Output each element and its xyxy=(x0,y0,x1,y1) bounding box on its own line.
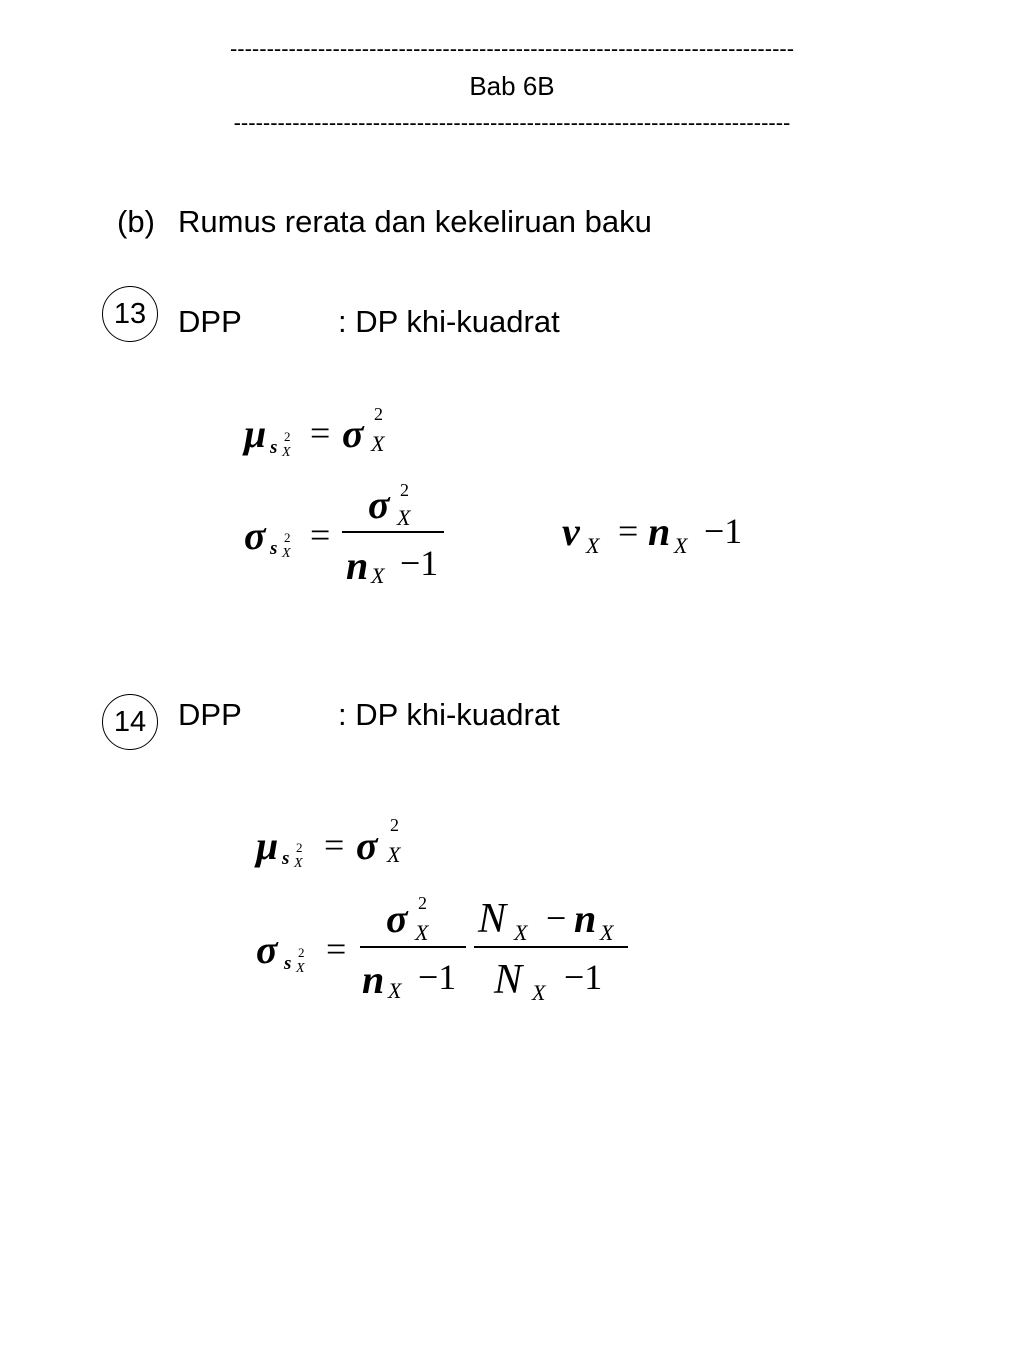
n-symbol: n xyxy=(574,896,597,941)
sub-sup-2: 2 xyxy=(296,840,303,855)
sigma-symbol: σ xyxy=(342,411,364,456)
section-title: Rumus rerata dan kekeliruan baku xyxy=(178,204,652,239)
subscript-x: X xyxy=(415,920,429,945)
subscript-x: X xyxy=(387,842,401,867)
minus-one: −1 xyxy=(704,511,743,551)
subscript-x: X xyxy=(388,978,402,1003)
sub-sup-2: 2 xyxy=(298,945,305,960)
subscript-x: X xyxy=(371,431,385,456)
sub-sub-x: X xyxy=(294,856,303,871)
sigma-symbol: σ xyxy=(356,823,378,868)
fraction-bar xyxy=(474,946,628,948)
subscript-x: X xyxy=(397,505,411,530)
sigma-symbol: σ xyxy=(386,896,408,941)
n-symbol: n xyxy=(362,957,385,1002)
section-marker: (b) xyxy=(117,204,155,239)
sub-sub-x: X xyxy=(282,546,291,561)
subscript-x: X xyxy=(600,920,614,945)
item-number-badge xyxy=(102,694,158,750)
subscript-x: X xyxy=(514,920,528,945)
item-label: DPP xyxy=(178,697,242,732)
sub-s: s xyxy=(282,848,290,869)
subscript-x: X xyxy=(371,563,385,588)
subscript-x: X xyxy=(532,980,546,1005)
mu-symbol: μ xyxy=(256,823,279,868)
n-symbol: n xyxy=(346,543,369,588)
equals-sign: = xyxy=(326,929,347,969)
equals-sign: = xyxy=(618,511,639,551)
sigma-symbol: σ xyxy=(368,482,390,527)
n-symbol: n xyxy=(648,509,671,554)
superscript-2: 2 xyxy=(374,404,383,424)
item-number: 13 xyxy=(113,297,147,330)
equals-sign: = xyxy=(310,413,331,453)
item-description: : DP khi-kuadrat xyxy=(338,697,560,732)
subscript-x: X xyxy=(674,533,688,558)
minus-one: −1 xyxy=(418,957,457,997)
sub-s: s xyxy=(270,538,278,559)
N-symbol: N xyxy=(478,896,507,942)
fraction-bar xyxy=(342,531,444,533)
item-number: 14 xyxy=(113,705,147,738)
superscript-2: 2 xyxy=(390,815,399,835)
sub-sup-2: 2 xyxy=(284,429,291,444)
equals-sign: = xyxy=(310,515,331,555)
sub-s: s xyxy=(284,953,292,974)
header-rule-bottom: ---------------------------------------------------------------------------- xyxy=(233,110,791,135)
sigma-symbol: σ xyxy=(256,927,278,972)
sub-sub-x: X xyxy=(296,961,305,976)
mu-symbol: μ xyxy=(244,411,267,456)
nu-symbol: ν xyxy=(562,509,580,554)
item-description: : DP khi-kuadrat xyxy=(338,304,560,339)
item-number-badge xyxy=(102,286,158,342)
sigma-symbol: σ xyxy=(244,513,266,558)
fraction-bar xyxy=(360,946,466,948)
sub-sup-2: 2 xyxy=(284,530,291,545)
header-rule-top: ----------------------------------------------------------------------------- xyxy=(229,36,795,61)
minus-one: −1 xyxy=(400,543,439,583)
minus-sign: − xyxy=(546,898,567,938)
sub-s: s xyxy=(270,437,278,458)
sub-sub-x: X xyxy=(282,445,291,460)
subscript-x: X xyxy=(586,533,600,558)
equals-sign: = xyxy=(324,825,345,865)
minus-one: −1 xyxy=(564,957,603,997)
superscript-2: 2 xyxy=(400,480,409,500)
item-label: DPP xyxy=(178,304,242,339)
superscript-2: 2 xyxy=(418,893,427,913)
N-symbol: N xyxy=(494,957,523,1003)
chapter-title: Bab 6B xyxy=(469,71,555,101)
